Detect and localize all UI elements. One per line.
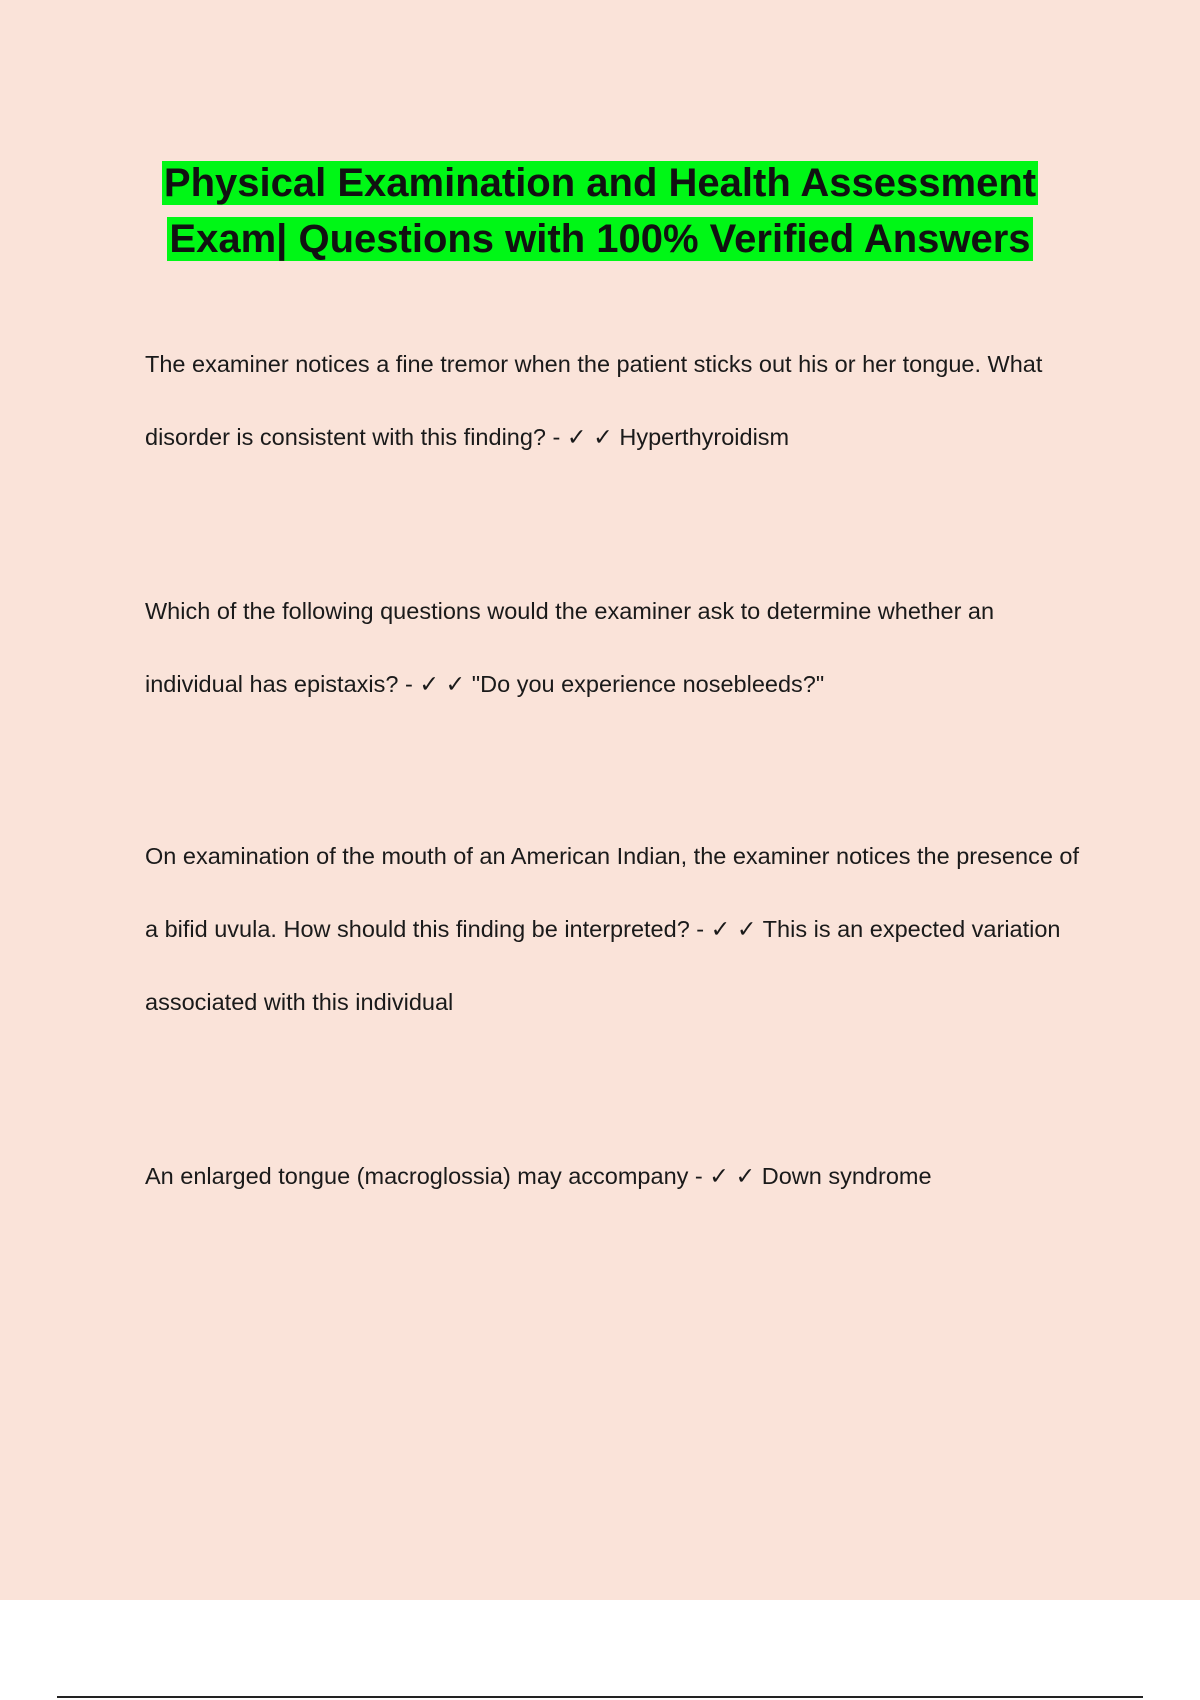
- question-text: The examiner notices a fine tremor when the patient sticks out his or her tongue. What disorder is consistent with this finding?: [145, 351, 1043, 450]
- title-line-2: Exam| Questions with 100% Verified Answers: [169, 217, 1031, 261]
- question-text: On examination of the mouth of an American Indian, the examiner notices the presence of a bifid uvula. How should this finding be interpreted?: [145, 843, 1080, 942]
- checkmark-icon: ✓ ✓: [419, 671, 466, 697]
- title-line-1: Physical Examination and Health Assessment: [163, 161, 1037, 205]
- separator: -: [546, 424, 567, 450]
- answer-text: "Do you experience nosebleeds?": [465, 671, 825, 697]
- separator: -: [689, 916, 711, 942]
- answer-text: Hyperthyroidism: [612, 424, 790, 450]
- checkmark-icon: ✓ ✓: [709, 1163, 756, 1189]
- qa-item-2: [145, 575, 1085, 721]
- qa-item-4: [145, 1140, 1085, 1213]
- checkmark-icon: ✓ ✓: [566, 424, 613, 450]
- separator: -: [688, 1163, 710, 1189]
- document-title: [0, 155, 1200, 267]
- qa-item-1: [145, 328, 1085, 474]
- footer-divider: [57, 1696, 1143, 1698]
- answer-text: This is an expected variation associated with this individual: [145, 916, 1061, 1015]
- question-text: Which of the following questions would the examiner ask to determine whether an individual has epistaxis?: [145, 598, 995, 697]
- checkmark-icon: ✓ ✓: [710, 916, 757, 942]
- separator: -: [398, 671, 420, 697]
- question-text: An enlarged tongue (macroglossia) may accompany: [145, 1163, 689, 1189]
- answer-text: Down syndrome: [755, 1163, 932, 1189]
- qa-item-3: [145, 820, 1085, 1039]
